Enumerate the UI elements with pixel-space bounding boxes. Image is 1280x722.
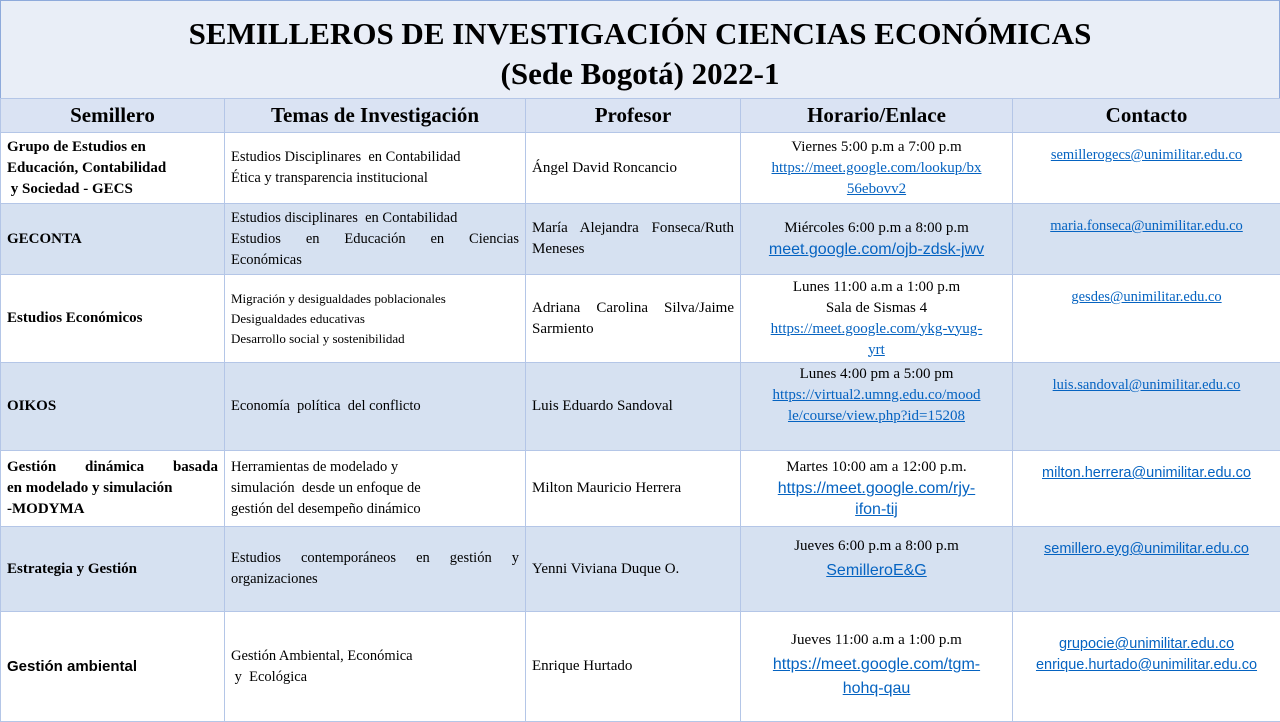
contacto-cell — [1013, 451, 1280, 527]
email-link[interactable]: luis.sandoval@unimilitar.edu.co — [1019, 375, 1274, 396]
temas-cell: Estudios disciplinares en Contabilidad Estudios en Educación en Ciencias Económicas — [225, 204, 526, 275]
table-row — [1, 133, 1280, 204]
header-horario: Horario/Enlace — [741, 99, 1013, 133]
table-header-row — [1, 99, 1280, 133]
temas-cell: Estudios Disciplinares en Contabilidad Ética y transparencia institucional — [225, 133, 526, 204]
meeting-link[interactable]: hohq-qau — [747, 678, 1006, 699]
temas-cell: Herramientas de modelado y simulación desde un enfoque de gestión del desempeño dinámico — [225, 451, 526, 527]
temas-cell: Migración y desigualdades poblacionales Desigualdades educativas Desarrollo social y sostenibilidad — [225, 275, 526, 363]
table-row — [1, 527, 1280, 612]
horario-cell: Martes 10:00 am a 12:00 p.m. https://meet.google.com/rjy- ifon-tij — [741, 451, 1013, 527]
page-subtitle: (Sede Bogotá) 2022-1 — [1, 54, 1279, 94]
horario-cell: Lunes 4:00 pm a 5:00 pm https://virtual2.umng.edu.co/mood le/course/view.php?id=15208 — [741, 363, 1013, 451]
page-title: SEMILLEROS DE INVESTIGACIÓN CIENCIAS ECONÓMICAS — [1, 14, 1279, 54]
profesor-cell: Enrique Hurtado — [526, 612, 741, 722]
meeting-link[interactable]: https://meet.google.com/rjy- — [747, 478, 1006, 499]
meeting-link[interactable]: https://meet.google.com/ykg-vyug- — [747, 319, 1006, 340]
meeting-link[interactable]: https://meet.google.com/tgm- — [747, 654, 1006, 675]
contacto-cell — [1013, 527, 1280, 612]
meeting-link[interactable]: SemilleroE&G — [747, 560, 1006, 581]
profesor-cell: Milton Mauricio Herrera — [526, 451, 741, 527]
email-link[interactable]: maria.fonseca@unimilitar.edu.co — [1019, 216, 1274, 237]
table-row — [1, 275, 1280, 363]
semillero-cell: Gestión ambiental — [1, 612, 225, 722]
title-banner — [0, 0, 1280, 100]
profesor-cell: Adriana Carolina Silva/Jaime Sarmiento — [526, 275, 741, 363]
horario-cell: Lunes 11:00 a.m a 1:00 p.m Sala de Sismas 4 https://meet.google.com/ykg-vyug- yrt — [741, 275, 1013, 363]
profesor-cell: Yenni Viviana Duque O. — [526, 527, 741, 612]
meeting-link[interactable]: 56ebovv2 — [747, 179, 1006, 200]
profesor-cell: María Alejandra Fonseca/Ruth Meneses — [526, 204, 741, 275]
header-temas: Temas de Investigación — [225, 99, 526, 133]
header-semillero: Semillero — [1, 99, 225, 133]
contacto-cell — [1013, 612, 1280, 722]
semillero-cell: Estudios Económicos — [1, 275, 225, 363]
temas-cell: Gestión Ambiental, Económica y Ecológica — [225, 612, 526, 722]
email-link[interactable]: enrique.hurtado@unimilitar.edu.co — [1019, 655, 1274, 676]
semillero-cell: Grupo de Estudios en Educación, Contabilidad y Sociedad - GECS — [1, 133, 225, 204]
semilleros-table — [0, 98, 1280, 722]
meeting-link[interactable]: https://meet.google.com/lookup/bx — [747, 158, 1006, 179]
temas-cell: Economía política del conflicto — [225, 363, 526, 451]
contacto-cell — [1013, 275, 1280, 363]
email-link[interactable]: milton.herrera@unimilitar.edu.co — [1019, 463, 1274, 484]
header-contacto: Contacto — [1013, 99, 1280, 133]
header-profesor: Profesor — [526, 99, 741, 133]
semillero-cell: GECONTA — [1, 204, 225, 275]
email-link[interactable]: grupocie@unimilitar.edu.co — [1019, 634, 1274, 655]
contacto-cell — [1013, 363, 1280, 451]
horario-cell: Viernes 5:00 p.m a 7:00 p.m https://meet.google.com/lookup/bx 56ebovv2 — [741, 133, 1013, 204]
contacto-cell — [1013, 133, 1280, 204]
table-row — [1, 612, 1280, 722]
profesor-cell: Ángel David Roncancio — [526, 133, 741, 204]
horario-cell: Jueves 11:00 a.m a 1:00 p.m https://meet.google.com/tgm- hohq-qau — [741, 612, 1013, 722]
table-row — [1, 451, 1280, 527]
profesor-cell: Luis Eduardo Sandoval — [526, 363, 741, 451]
email-link[interactable]: semillerogecs@unimilitar.edu.co — [1019, 145, 1274, 166]
table-row — [1, 204, 1280, 275]
meeting-link[interactable]: meet.google.com/ojb-zdsk-jwv — [747, 239, 1006, 260]
table-row — [1, 363, 1280, 451]
semillero-cell: OIKOS — [1, 363, 225, 451]
horario-cell: Miércoles 6:00 p.m a 8:00 p.m meet.google.com/ojb-zdsk-jwv — [741, 204, 1013, 275]
meeting-link[interactable]: ifon-tij — [747, 499, 1006, 520]
meeting-link[interactable]: yrt — [747, 340, 1006, 361]
meeting-link[interactable]: le/course/view.php?id=15208 — [747, 406, 1006, 427]
temas-cell: Estudios contemporáneos en gestión y organizaciones — [225, 527, 526, 612]
semillero-cell: Estrategia y Gestión — [1, 527, 225, 612]
horario-cell: Jueves 6:00 p.m a 8:00 p.m SemilleroE&G — [741, 527, 1013, 612]
email-link[interactable]: gesdes@unimilitar.edu.co — [1019, 287, 1274, 308]
email-link[interactable]: semillero.eyg@unimilitar.edu.co — [1019, 539, 1274, 560]
meeting-link[interactable]: https://virtual2.umng.edu.co/mood — [747, 385, 1006, 406]
semillero-cell: Gestión dinámica basada en modelado y simulación -MODYMA — [1, 451, 225, 527]
contacto-cell — [1013, 204, 1280, 275]
